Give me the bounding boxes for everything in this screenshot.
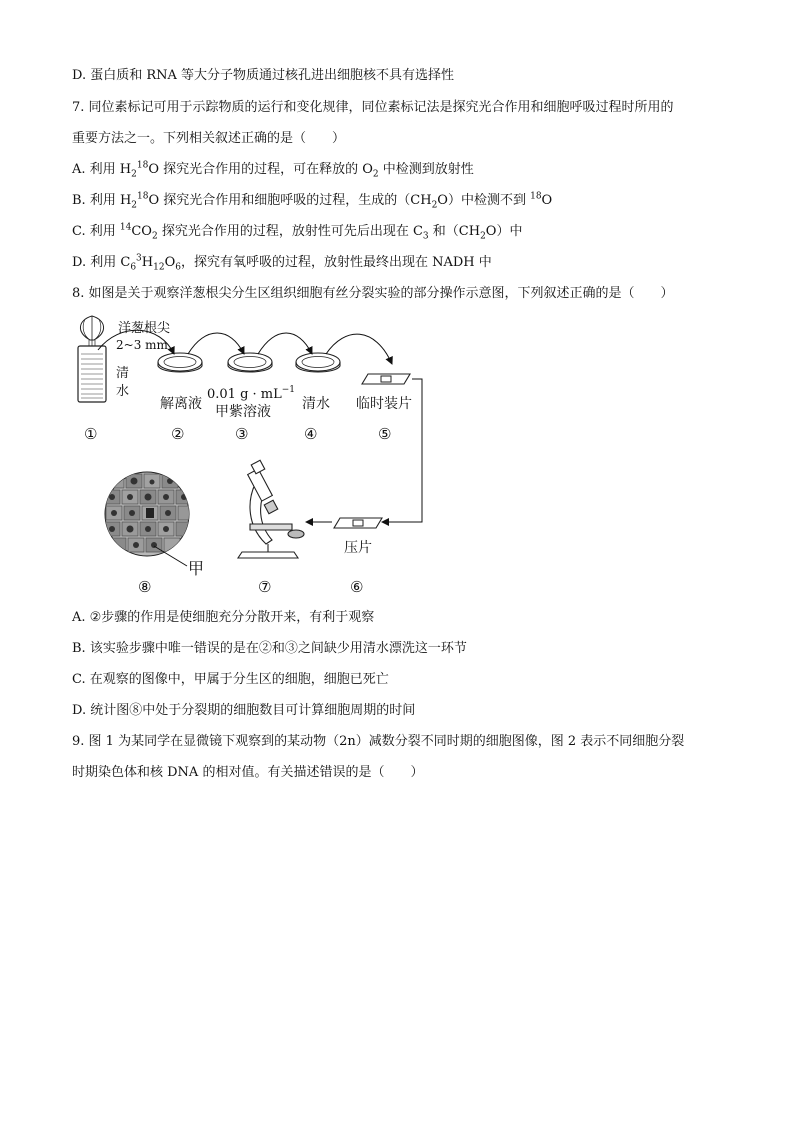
q8-option-a: A. ②步骤的作用是使细胞充分分散开来，有利于观察	[72, 610, 375, 625]
dish-stain-icon	[228, 353, 272, 372]
q8-option-b: B. 该实验步骤中唯一错误的是在②和③之间缺少用清水漂洗这一环节	[72, 641, 467, 656]
onion-icon	[80, 316, 103, 349]
q8-stem: 8. 如图是关于观察洋葱根尖分生区组织细胞有丝分裂实验的部分操作示意图，下列叙述正确的是（ ）	[72, 286, 674, 301]
step-7: ⑦	[258, 578, 272, 596]
stain-name-label: 甲紫溶液	[215, 404, 271, 420]
water-label-1: 清	[116, 366, 130, 381]
q7-stem-line2: 重要方法之一。下列相关叙述正确的是（ ）	[72, 131, 346, 146]
water-label-2: 水	[116, 384, 130, 399]
cell-label-jia: 甲	[188, 559, 205, 578]
q8-figure	[70, 312, 430, 597]
q8-option-c: C. 在观察的图像中，甲属于分生区的细胞，细胞已死亡	[72, 672, 389, 687]
step-2: ②	[171, 425, 185, 443]
q7-option-b: B. 利用 $H_2^{18}O$ 探究光合作用和细胞呼吸的过程，生成的$(CH_2O)$中检测不到 $^{18}$O	[72, 191, 553, 211]
microscope-icon	[238, 460, 304, 558]
rinse-label: 清水	[302, 396, 330, 412]
step-5: ⑤	[378, 425, 392, 443]
q7-option-d: D. 利用 $C_6^3H_{12}O_6$，探究有氧呼吸的过程，放射性最终出现在 NADH 中	[72, 253, 492, 273]
q9-stem-line2: 时期染色体和核 DNA 的相对值。有关描述错误的是（ ）	[72, 765, 424, 780]
dish-dissociation-icon	[158, 353, 202, 372]
q7-stem-line1: 7. 同位素标记可用于示踪物质的运行和变化规律，同位素标记法是探究光合作用和细胞呼吸过程时所用的	[72, 100, 674, 115]
q9-stem-line1: 9. 图 1 为某同学在显微镜下观察到的某动物（2n）减数分裂不同时期的细胞图像，图 2 表示不同细胞分裂	[72, 734, 685, 749]
step-3: ③	[235, 425, 249, 443]
temp-mount-label: 临时装片	[356, 396, 412, 412]
step-4: ④	[304, 425, 318, 443]
temp-slide-icon	[362, 374, 410, 384]
press-slide-icon	[334, 518, 382, 528]
q8-option-d: D. 统计图⑧中处于分裂期的细胞数目可计算细胞周期的时间	[72, 703, 416, 718]
stain-conc-label: 0.01 $g \cdot mL^{-1}$	[207, 385, 296, 402]
beaker-icon	[78, 346, 106, 402]
press-label: 压片	[344, 540, 372, 556]
q6-option-d: D. 蛋白质和 RNA 等大分子物质通过核孔进出细胞核不具有选择性	[72, 68, 455, 83]
q7-option-a: A. 利用 $H_2^{18}O$ 探究光合作用的过程，可在释放的 $O_2$ 中检测到放射性	[72, 160, 474, 180]
dissociation-label: 解离液	[160, 396, 202, 412]
root-tip-label: 洋葱根尖	[118, 321, 171, 336]
step-6: ⑥	[350, 578, 364, 596]
step-1: ①	[84, 425, 98, 443]
dish-rinse-icon	[296, 353, 340, 372]
micrograph-image	[104, 472, 196, 566]
q7-option-c: C. 利用 $^{14}CO_2$ 探究光合作用的过程，放射性可先后出现在 $C_3$ 和$(CH_2O)$中	[72, 222, 523, 242]
step-8: ⑧	[138, 578, 152, 596]
root-tip-length: 2~3 mm	[116, 338, 168, 352]
